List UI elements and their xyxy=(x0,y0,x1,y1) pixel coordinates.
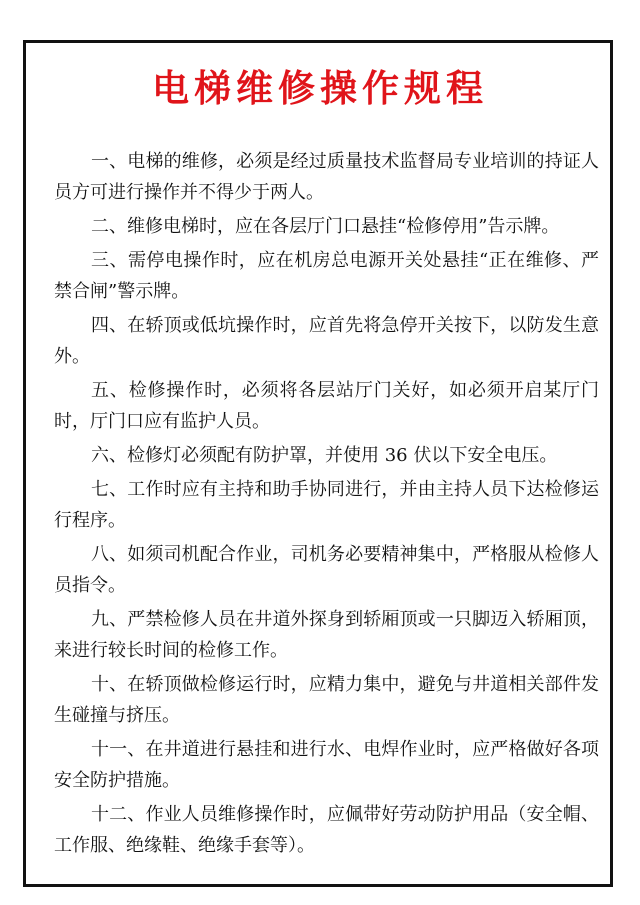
rules-list xyxy=(54,146,599,864)
rule-item-6: 六、检修灯必须配有防护罩，并使用 36 伏以下安全电压。 xyxy=(91,445,558,466)
rule-item-5: 五、检修操作时，必须将各层站厅门关好，如必须开启某厅门时，厅门口应有监护人员。 xyxy=(54,380,599,432)
rule-item-7: 七、工作时应有主持和助手协同进行，并由主持人员下达检修运行程序。 xyxy=(54,479,599,531)
rule-item-4: 四、在轿顶或低坑操作时，应首先将急停开关按下，以防发生意外。 xyxy=(54,315,599,367)
rule-item-1: 一、电梯的维修，必须是经过质量技术监督局专业培训的持证人员方可进行操作并不得少于两人。 xyxy=(54,151,599,203)
rule-item-12: 十二、作业人员维修操作时，应佩带好劳动防护用品（安全帽、工作服、绝缘鞋、绝缘手套等）。 xyxy=(54,804,599,856)
rule-item-3: 三、需停电操作时，应在机房总电源开关处悬挂“正在维修、严禁合闸”警示牌。 xyxy=(54,250,599,302)
rule-item-2: 二、维修电梯时，应在各层厅门口悬挂“检修停用”告示牌。 xyxy=(91,216,560,237)
rule-item-11: 十一、在井道进行悬挂和进行水、电焊作业时，应严格做好各项安全防护措施。 xyxy=(54,739,599,791)
rule-item-10: 十、在轿顶做检修运行时，应精力集中，避免与井道相关部件发生碰撞与挤压。 xyxy=(54,674,599,726)
rule-item-9: 九、严禁检修人员在井道外探身到轿厢顶或一只脚迈入轿厢顶，来进行较长时间的检修工作。 xyxy=(54,609,599,661)
rule-item-8: 八、如须司机配合作业，司机务必要精神集中，严格服从检修人员指令。 xyxy=(54,544,599,596)
document-title: 电梯维修操作规程 xyxy=(152,67,488,110)
